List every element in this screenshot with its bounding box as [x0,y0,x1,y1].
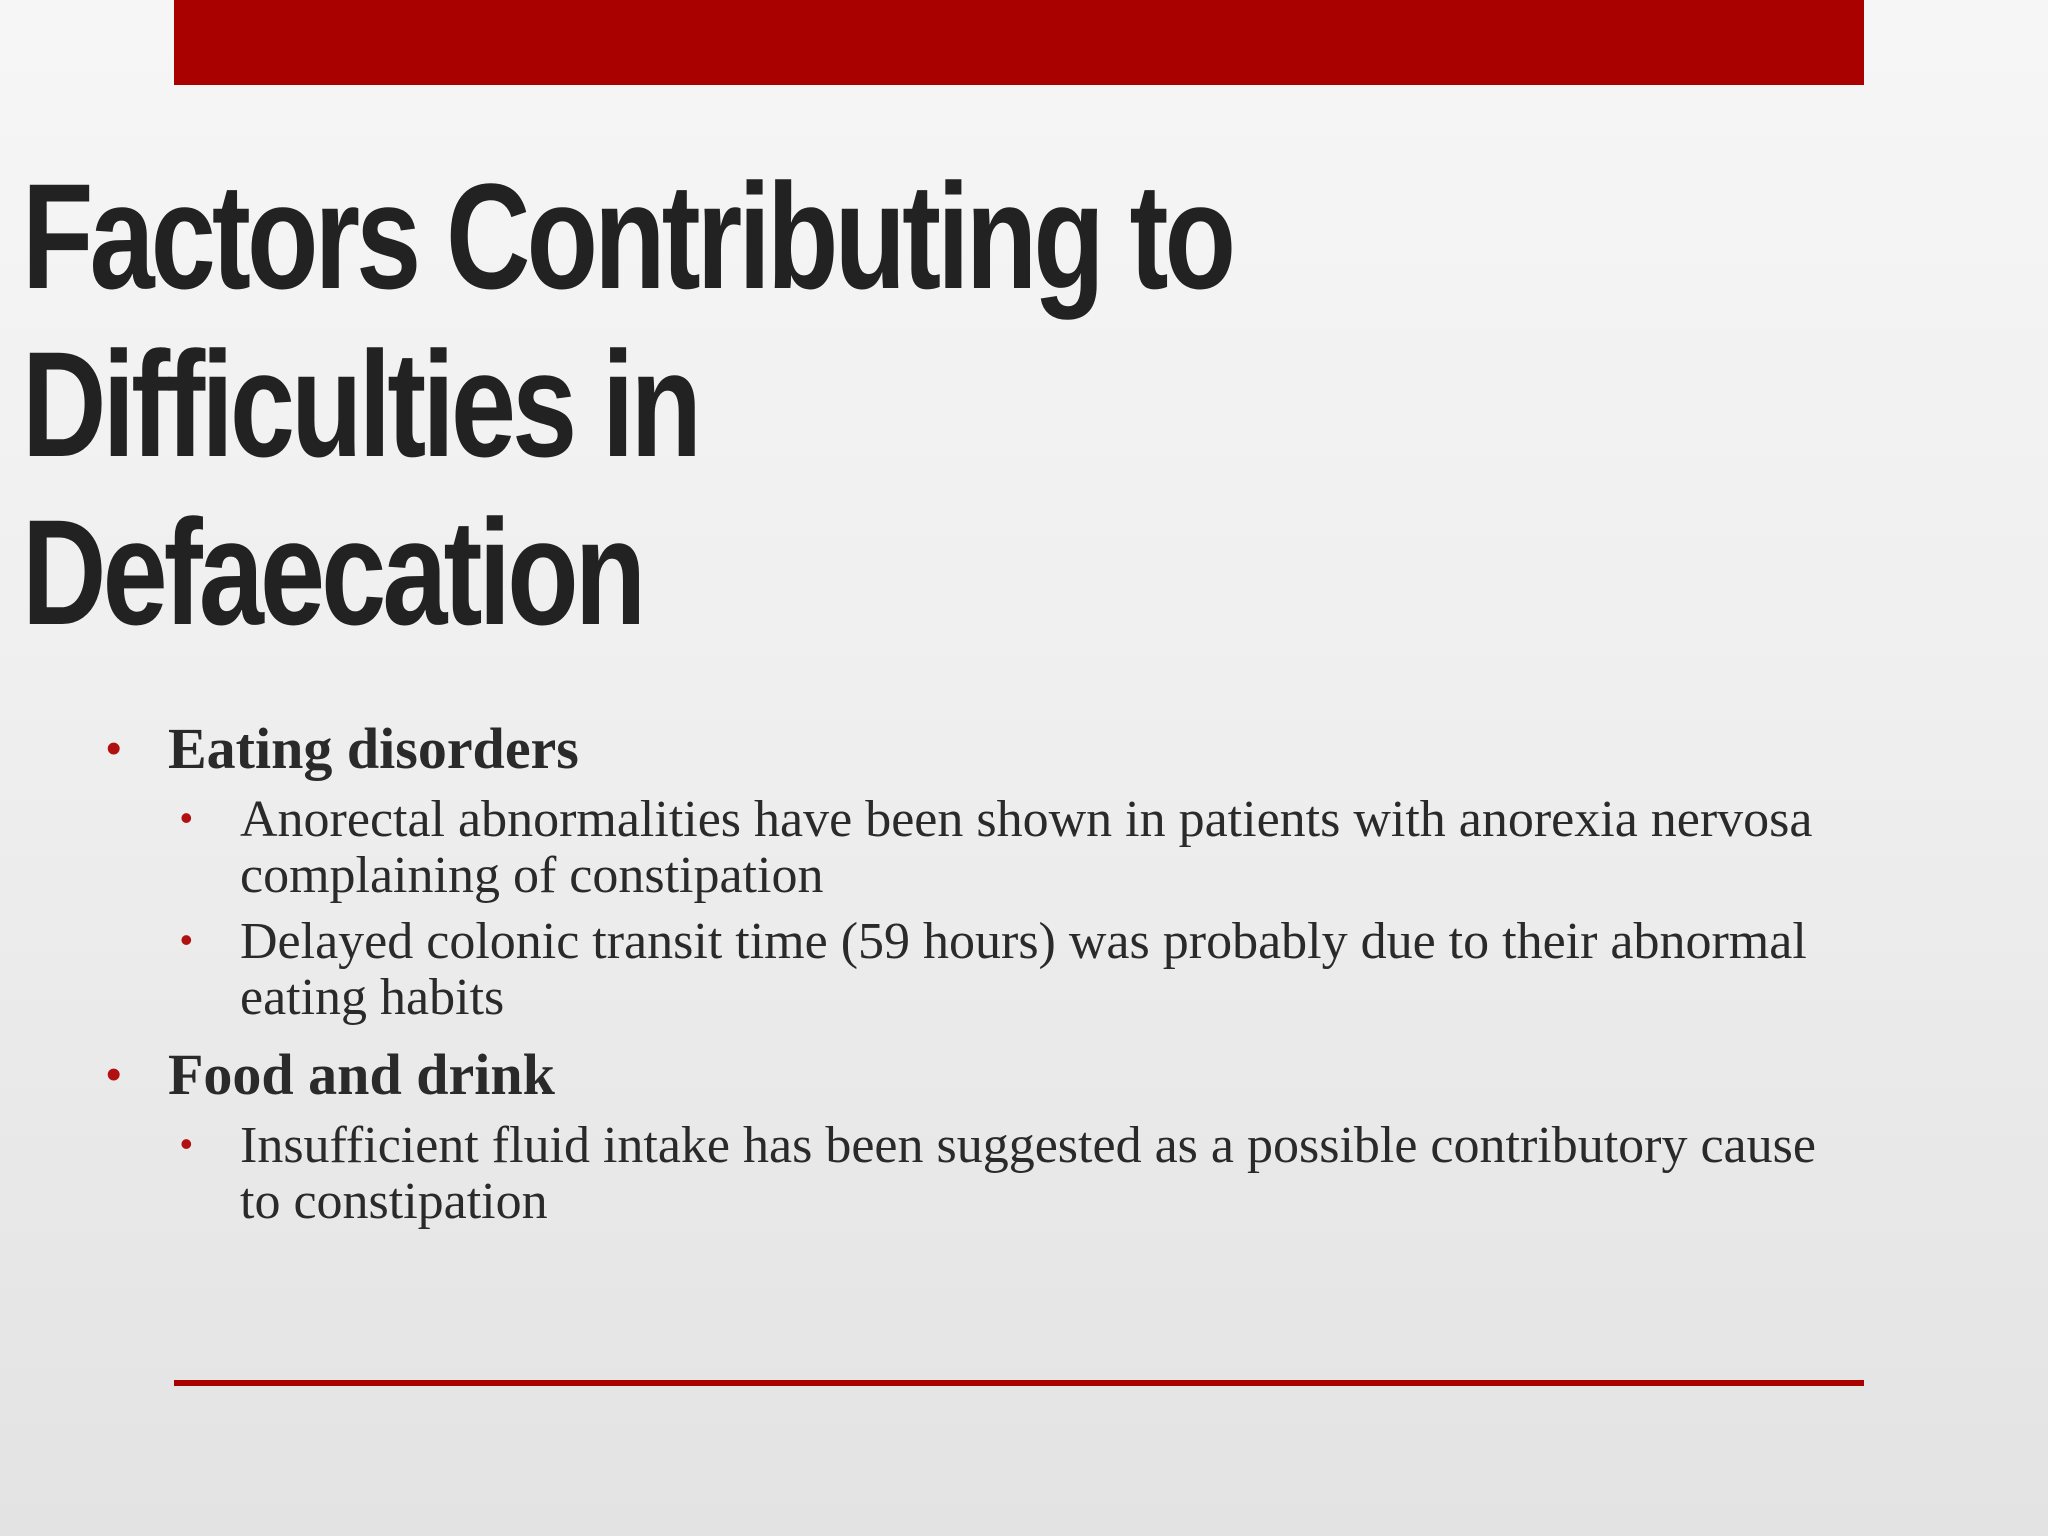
bullet-list [0,710,2048,1240]
title-line-3: Defaecation [22,488,643,656]
title-line-1: Factors Contributing to [22,152,1233,320]
slide-title [22,152,1233,656]
bullet-icon: • [180,797,193,838]
sub-point-text: Insufficient fluid intake has been suggested as a possible contributory cause to constipation [240,1117,1816,1230]
sub-list-item [180,791,1860,904]
title-line-2: Difficulties in [22,320,699,488]
bullet-icon: • [180,919,193,960]
list-item-food-and-drink [106,1036,2048,1114]
sub-point-text: Delayed colonic transit time (59 hours) was probably due to their abnormal eating habits [240,913,1807,1026]
sub-point-text: Anorectal abnormalities have been shown in patients with anorexia nervosa complaining of constipation [240,791,1813,904]
bullet-icon: • [180,1123,193,1164]
sub-list-item [180,913,1860,1026]
top-accent-bar [174,0,1864,85]
bottom-divider [174,1380,1864,1386]
sub-list-item [180,1117,1860,1230]
list-item-eating-disorders [106,710,2048,788]
section-heading: Food and drink [168,1042,555,1107]
section-heading: Eating disorders [168,716,579,781]
bullet-icon: • [106,1050,122,1099]
bullet-icon: • [106,724,122,773]
